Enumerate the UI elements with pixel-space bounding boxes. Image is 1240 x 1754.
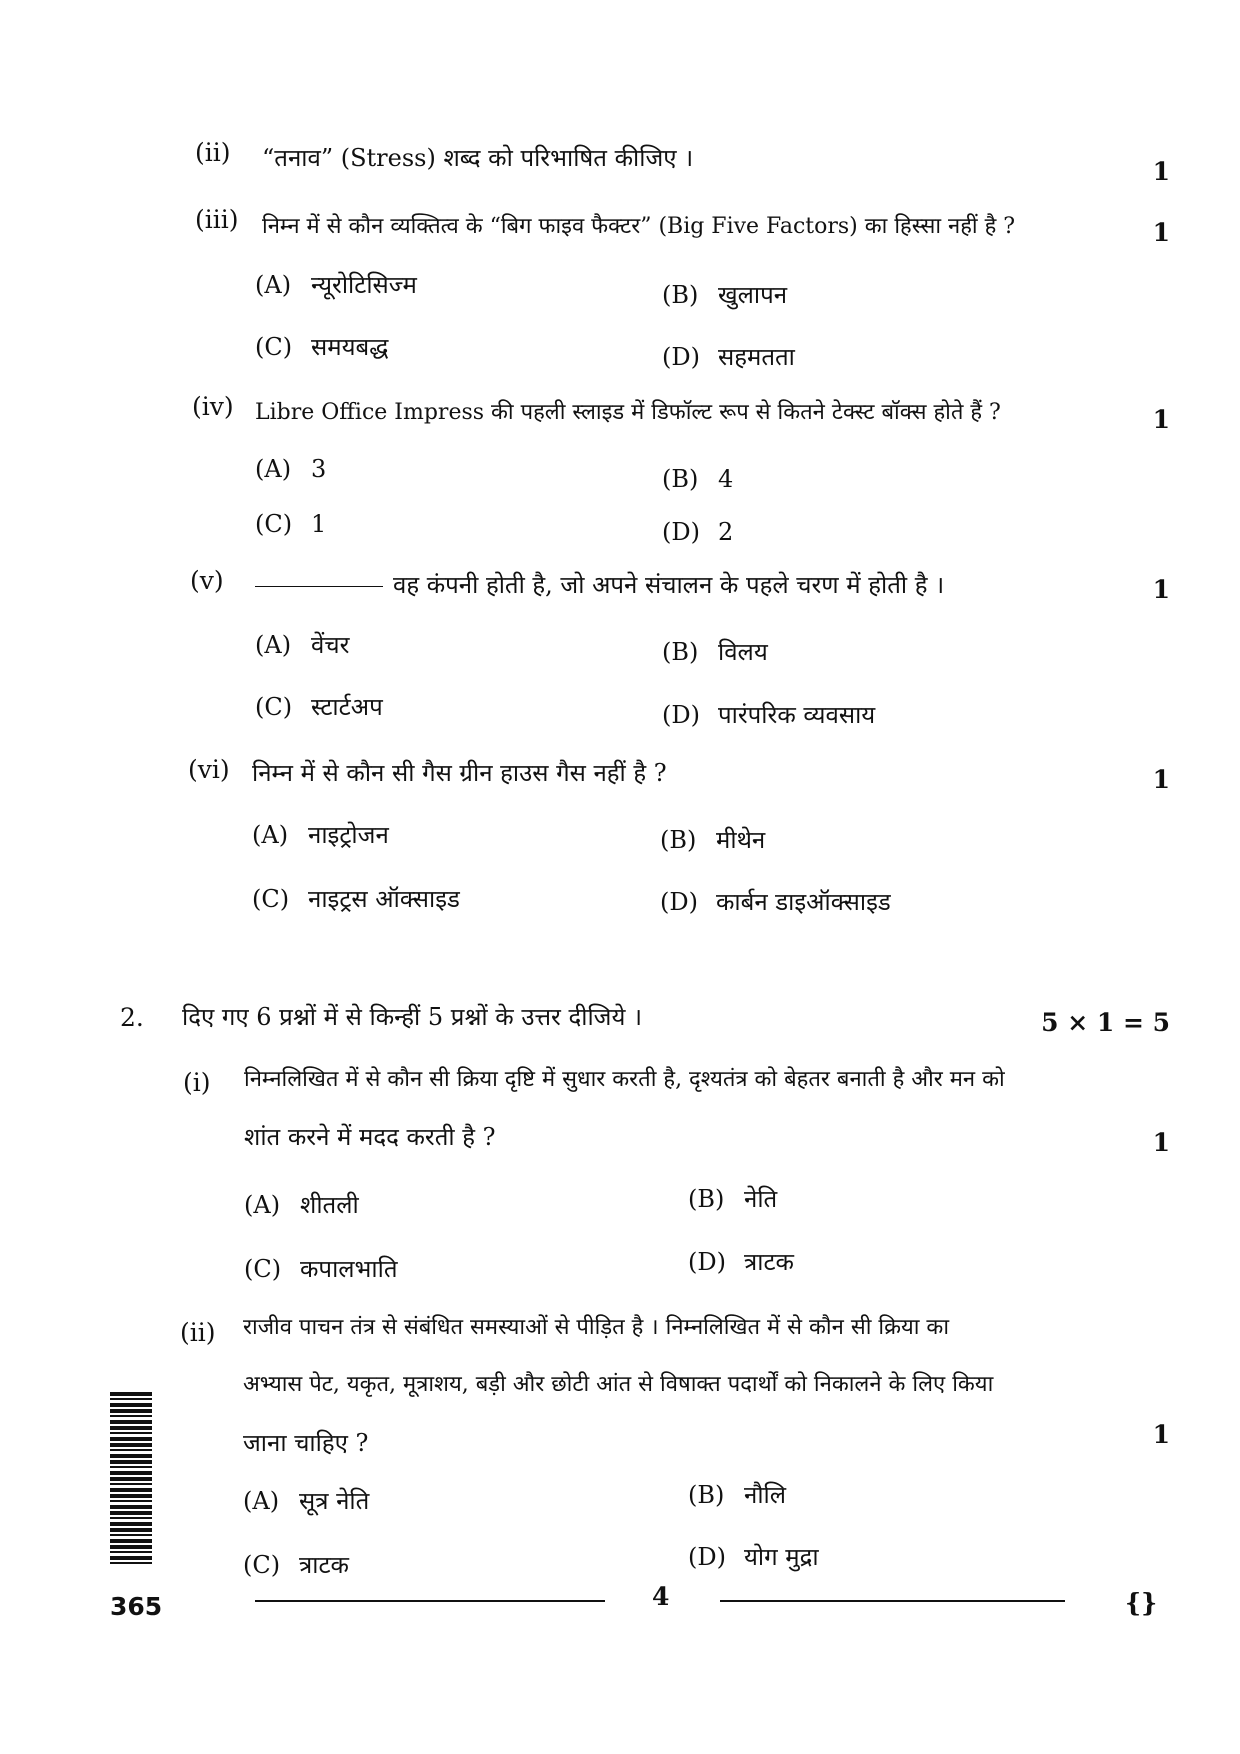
question-mark: 1: [1152, 1420, 1170, 1449]
option-a: [255, 455, 326, 483]
option-label: (C): [255, 693, 293, 721]
option-c: [255, 510, 326, 538]
question-text: निम्न में से कौन सी गैस ग्रीन हाउस गैस नहीं है ?: [252, 759, 667, 787]
option-text: नेति: [744, 1185, 778, 1213]
option-label: (D): [662, 701, 700, 729]
option-label: (D): [660, 888, 698, 916]
option-text: त्राटक: [299, 1551, 349, 1579]
option-text: 3: [311, 455, 327, 483]
option-a: [243, 1484, 369, 1517]
question-text: निम्न में से कौन व्यक्तित्व के “बिग फाइव फैक्टर” (Big Five Factors) का हिस्सा नहीं है ?: [262, 214, 1016, 239]
option-label: (B): [662, 638, 699, 666]
option-label: (C): [252, 885, 290, 913]
footer-rule-left: [255, 1600, 605, 1602]
section-number: 2.: [120, 1003, 144, 1032]
option-d: [660, 885, 891, 918]
option-label: (B): [688, 1185, 725, 1213]
option-b: [662, 465, 733, 493]
option-label: (A): [243, 1487, 280, 1515]
option-b: [662, 635, 768, 668]
option-b: [688, 1478, 786, 1511]
question-number: (iv): [192, 392, 234, 421]
option-text: नाइट्रोजन: [308, 821, 389, 849]
option-a: [255, 628, 349, 661]
option-label: (A): [255, 631, 292, 659]
option-label: (B): [662, 465, 699, 493]
option-text: समयबद्ध: [311, 333, 389, 361]
option-label: (B): [662, 281, 699, 309]
footer-symbol: {}: [1125, 1588, 1158, 1617]
option-c: [255, 690, 383, 723]
option-label: (A): [244, 1191, 281, 1219]
option-d: [662, 340, 795, 373]
option-text: योग मुद्रा: [744, 1543, 819, 1571]
question-mark: 1: [1152, 1128, 1170, 1157]
option-d: [688, 1540, 819, 1573]
option-b: [660, 823, 765, 856]
barcode-image: [110, 1392, 152, 1564]
option-b: [662, 278, 787, 311]
section-marks: 5 × 1 = 5: [1041, 1008, 1170, 1037]
option-text: शीतली: [300, 1191, 359, 1219]
page-number: 4: [652, 1582, 670, 1611]
option-label: (B): [660, 826, 697, 854]
option-text: सूत्र नेति: [299, 1487, 370, 1515]
option-label: (B): [688, 1481, 725, 1509]
question-number: (iii): [195, 205, 239, 234]
option-label: (C): [255, 510, 293, 538]
option-text: स्टार्टअप: [311, 693, 383, 721]
option-text: सहमतता: [718, 343, 795, 371]
option-text: कपालभाति: [300, 1255, 398, 1283]
option-label: (A): [255, 271, 292, 299]
option-a: [244, 1188, 359, 1221]
question-text: “तनाव” (Stress) शब्द को परिभाषित कीजिए ।: [262, 144, 694, 172]
question-mark: 1: [1152, 218, 1170, 247]
option-d: [662, 518, 733, 546]
option-text: मीथेन: [716, 826, 766, 854]
option-d: [662, 698, 875, 731]
option-b: [688, 1182, 777, 1215]
option-a: [252, 818, 389, 851]
question-text-part: वह कंपनी होती है, जो अपने संचालन के पहले चरण में होती है ।: [393, 571, 945, 599]
option-text: न्यूरोटिसिज्म: [311, 271, 417, 299]
option-c: [243, 1548, 349, 1581]
question-text-line: निम्नलिखित में से कौन सी क्रिया दृष्टि में सुधार करती है, दृश्यतंत्र को बेहतर बनाती है और मन को: [244, 1067, 1005, 1092]
option-text: पारंपरिक व्यवसाय: [718, 701, 876, 729]
option-text: त्राटक: [744, 1248, 794, 1276]
option-label: (A): [252, 821, 289, 849]
question-mark: 1: [1152, 575, 1170, 604]
section-instruction: दिए गए 6 प्रश्नों में से किन्हीं 5 प्रश्नों के उत्तर दीजिये ।: [182, 1003, 643, 1031]
question-number: (vi): [188, 755, 230, 784]
question-text: [255, 570, 944, 600]
option-label: (C): [255, 333, 293, 361]
option-text: नाइट्रस ऑक्साइड: [308, 885, 460, 913]
question-text-line: जाना चाहिए ?: [243, 1429, 369, 1457]
question-text: Libre Office Impress की पहली स्लाइड में डिफॉल्ट रूप से कितने टेक्स्ट बॉक्स होते हैं ?: [255, 400, 1001, 425]
fill-in-blank: [255, 586, 383, 587]
option-label: (C): [244, 1255, 282, 1283]
question-mark: 1: [1152, 405, 1170, 434]
option-text: विलय: [718, 638, 768, 666]
question-mark: 1: [1152, 157, 1170, 186]
option-label: (A): [255, 455, 292, 483]
question-mark: 1: [1152, 765, 1170, 794]
option-label: (D): [662, 343, 700, 371]
option-text: वेंचर: [311, 631, 350, 659]
question-text-line: शांत करने में मदद करती है ?: [244, 1123, 496, 1151]
question-number: (i): [183, 1068, 211, 1097]
option-a: [255, 268, 417, 301]
option-text: 4: [718, 465, 734, 493]
option-c: [255, 330, 388, 363]
option-d: [688, 1245, 794, 1278]
option-c: [252, 882, 460, 915]
option-c: [244, 1252, 398, 1285]
option-label: (D): [662, 518, 700, 546]
option-text: 2: [718, 518, 734, 546]
footer-rule-right: [720, 1600, 1065, 1602]
question-number: (ii): [180, 1318, 216, 1347]
option-text: कार्बन डाइऑक्साइड: [716, 888, 891, 916]
question-number: (v): [190, 566, 224, 595]
option-text: 1: [311, 510, 327, 538]
option-text: खुलापन: [718, 281, 788, 309]
option-text: नौलि: [744, 1481, 787, 1509]
question-text-line: राजीव पाचन तंत्र से संबंधित समस्याओं से पीड़ित है । निम्नलिखित में से कौन सी क्रिया का: [243, 1315, 950, 1340]
paper-code: 365: [110, 1592, 163, 1621]
option-label: (D): [688, 1248, 726, 1276]
option-label: (C): [243, 1551, 281, 1579]
question-number: (ii): [195, 138, 231, 167]
question-text-line: अभ्यास पेट, यकृत, मूत्राशय, बड़ी और छोटी आंत से विषाक्त पदार्थों को निकालने के लिए किया: [243, 1372, 994, 1397]
option-label: (D): [688, 1543, 726, 1571]
